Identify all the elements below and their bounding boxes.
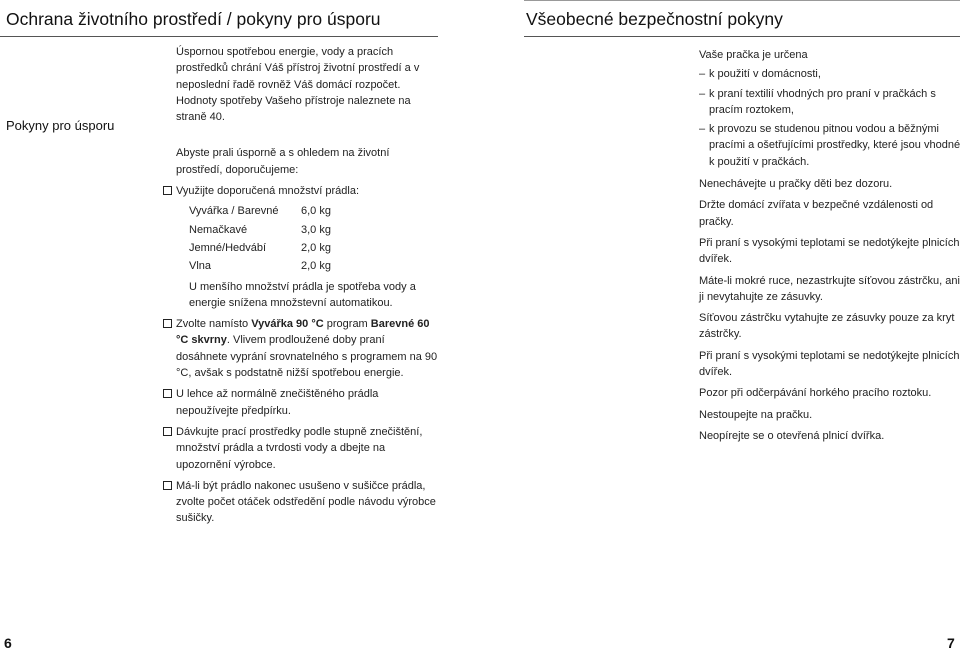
- laundry-table: [189, 203, 438, 274]
- dash-bullet-icon: –: [699, 123, 706, 136]
- tip-item-program: [163, 316, 438, 381]
- safety-rule: Držte domácí zvířata v bezpečné vzdálenosti od pračky.: [699, 199, 934, 228]
- laundry-type: Jemné/Hedvábí: [189, 241, 267, 254]
- safety-column: [699, 47, 960, 449]
- title-rule-left: [0, 36, 438, 37]
- page-number-left: 6: [4, 635, 12, 651]
- intro-paragraph: Úspornou spotřebou energie, vody a pracích prostředků chrání Váš přístroj životní prostředí a v neposlední řadě rovněž Váš domácí rozpočet. Hodnoty spotřeby Vašeho přístroje naleznete na straně 40.: [176, 46, 420, 124]
- tip-text: Má-li být prádlo nakonec usušeno v sušičce prádla, zvolte počet otáček odstředění podle návodu výrobce sušičky.: [176, 479, 436, 525]
- safety-rule: Nestoupejte na pračku.: [699, 408, 813, 421]
- dash-bullet-icon: –: [699, 87, 706, 100]
- checkbox-bullet-icon: [163, 319, 172, 328]
- usage-item: [699, 121, 960, 170]
- safety-rule: Síťovou zástrčku vytahujte ze zásuvky pouze za kryt zástrčky.: [699, 312, 955, 341]
- checkbox-bullet-icon: [163, 186, 172, 195]
- laundry-type: Vlna: [189, 260, 212, 273]
- safety-rule: Máte-li mokré ruce, nezastrkujte síťovou zástrčku, ani ji nevytahujte ze zásuvky.: [699, 274, 960, 303]
- usage-text: k provozu se studenou pitnou vodou a běžnými pracími a ošetřujícími prostředky, které jsou vhodné k použití v pračkách.: [709, 123, 960, 168]
- tip-text-mid: program: [323, 318, 371, 331]
- usage-text: k použití v domácnosti,: [709, 68, 821, 81]
- page-number-right: 7: [947, 635, 955, 651]
- checkbox-bullet-icon: [163, 427, 172, 436]
- tip-item-dryer: [163, 478, 438, 527]
- usage-item: [699, 66, 960, 82]
- program-name: Barevné 60 °C skvrny: [176, 318, 430, 347]
- laundry-row: [189, 203, 438, 219]
- safety-rule: Při praní s vysokými teplotami se nedotýkejte plnicích dvířek.: [699, 236, 960, 266]
- right-page-title: Všeobecné bezpečnostní pokyny: [526, 9, 783, 29]
- dash-bullet-icon: –: [699, 68, 706, 81]
- program-name: Vyvářka 90 °C: [251, 318, 324, 331]
- laundry-type: Vyvářka / Barevné: [189, 205, 279, 218]
- checkbox-bullet-icon: [163, 389, 172, 398]
- left-page-title: Ochrana životního prostředí / pokyny pro úsporu: [6, 9, 381, 29]
- safety-rule: Pozor při odčerpávání horkého pracího roztoku.: [699, 387, 932, 400]
- tip-text-pre: Zvolte namísto: [176, 318, 252, 331]
- laundry-type: Nemačkavé: [189, 223, 248, 236]
- safety-rule: Nenechávejte u pračky děti bez dozoru.: [699, 178, 893, 191]
- tip-text: Využijte doporučená množství prádla:: [176, 185, 360, 198]
- laundry-amount: 2,0 kg: [301, 260, 331, 273]
- laundry-amount: 3,0 kg: [301, 223, 331, 236]
- usage-text: k praní textilií vhodných pro praní v pračkách s pracím roztokem,: [709, 87, 936, 116]
- checkbox-bullet-icon: [163, 481, 172, 490]
- tip-text-post: . Vlivem prodloužené doby praní dosáhnete vyprání srovnatelného s programem na 90 °C, avšak s podstatně nižší spotřebou energie.: [176, 334, 438, 380]
- tip-item-detergent: [163, 424, 438, 473]
- load-note: U menšího množství prádla je spotřeba vody a energie snížena množstevní automatikou.: [189, 280, 416, 309]
- usage-intro: Vaše pračka je určena: [699, 49, 808, 61]
- savings-column: [176, 44, 438, 527]
- laundry-amount: 6,0 kg: [301, 205, 331, 218]
- tip-item-load: [163, 183, 438, 199]
- safety-rule: Neopírejte se o otevřená plnicí dvířka.: [699, 429, 885, 442]
- tip-text: Dávkujte prací prostředky podle stupně znečištění, množství prádla a tvrdosti vody a dbejte na upozornění výrobce.: [176, 425, 423, 471]
- advice-intro: Abyste prali úsporně a s ohledem na životní prostředí, doporučujeme:: [176, 147, 390, 176]
- laundry-row: [189, 240, 438, 256]
- laundry-row: [189, 222, 438, 238]
- tip-item-prewash: [163, 386, 438, 419]
- safety-rule: Při praní s vysokými teplotami se nedotýkejte plnicích dvířek.: [699, 349, 960, 379]
- top-rule-right: [524, 0, 960, 1]
- tip-text: U lehce až normálně znečištěného prádla nepoužívejte předpírku.: [176, 388, 379, 417]
- usage-item: [699, 86, 960, 119]
- laundry-amount: 2,0 kg: [301, 241, 331, 254]
- title-rule-right: [524, 36, 960, 37]
- section-label: Pokyny pro úsporu: [6, 118, 115, 133]
- laundry-row: [189, 258, 438, 274]
